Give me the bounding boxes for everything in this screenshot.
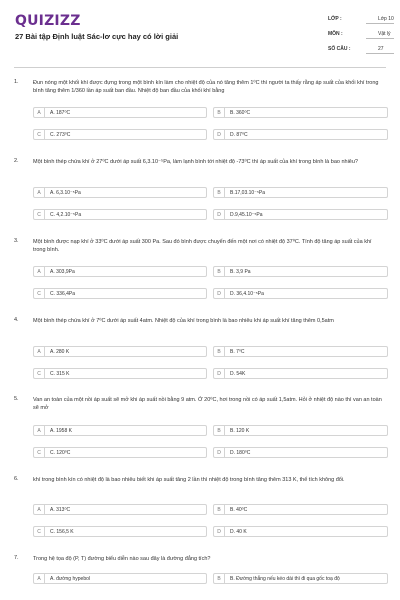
option-letter: B [214, 188, 225, 198]
option-text: B. Đường thẳng nếu kéo dài thì đi qua gốc toạ độ [230, 576, 340, 582]
option-b[interactable] [213, 187, 388, 198]
option-letter: B [214, 267, 225, 277]
question-count-label: SỐ CÂU : [328, 46, 351, 52]
option-a[interactable] [33, 266, 207, 277]
question-number: 5. [14, 396, 19, 402]
option-letter: C [34, 369, 45, 379]
option-text: D. 54K [230, 371, 246, 377]
option-text: A. 313⁰C [50, 507, 71, 513]
option-b[interactable] [213, 504, 388, 515]
option-text: A. đường hypebol [50, 576, 90, 582]
question-text: Một bình thép chứa khí ở 7⁰C dưới áp suất 4atm. Nhiệt độ của khí trong bình là bao nhiêu khi áp suất khí tăng thêm 0,5atm [33, 318, 334, 324]
option-text: D. 36,4.10⁻⁵Pa [230, 291, 264, 297]
option-text: C. 273⁰C [50, 132, 71, 138]
option-text: C. 315 K [50, 371, 70, 377]
option-a[interactable] [33, 573, 207, 584]
option-letter: D [214, 369, 225, 379]
option-text: D. 40 K [230, 529, 247, 535]
subject-label: MÔN : [328, 31, 343, 37]
option-letter: D [214, 448, 225, 458]
option-c[interactable] [33, 288, 207, 299]
question-text: Trong hệ tọa độ (P, T) đường biểu diễn nào sau đây là đường đẳng tích? [33, 556, 211, 562]
option-text: B. 360⁰C [230, 110, 251, 116]
option-text: C. 156,5 K [50, 529, 74, 535]
option-letter: B [214, 574, 225, 584]
option-text: D. 87⁰C [230, 132, 248, 138]
option-b[interactable] [213, 573, 388, 584]
header-divider [14, 67, 386, 68]
option-letter: C [34, 130, 45, 140]
question-number: 7. [14, 555, 19, 561]
option-letter: A [34, 108, 45, 118]
option-d[interactable] [213, 526, 388, 537]
option-letter: B [214, 347, 225, 357]
class-value: Lớp 10 [366, 16, 394, 24]
option-d[interactable] [213, 447, 388, 458]
option-text: B.17,03.10⁻⁵Pa [230, 190, 266, 196]
option-letter: D [214, 130, 225, 140]
option-text: B. 40⁰C [230, 507, 248, 513]
option-b[interactable] [213, 266, 388, 277]
option-d[interactable] [213, 288, 388, 299]
option-letter: B [214, 505, 225, 515]
worksheet-title: 27 Bài tập Định luật Sác-lơ cực hay có lời giải [15, 32, 179, 41]
option-d[interactable] [213, 209, 388, 220]
option-text: A. 280 K [50, 349, 70, 355]
option-letter: A [34, 426, 45, 436]
option-text: A. 187⁰C [50, 110, 71, 116]
option-a[interactable] [33, 425, 207, 436]
option-letter: A [34, 267, 45, 277]
option-letter: D [214, 210, 225, 220]
worksheet-header [14, 12, 394, 62]
question-text: Một bình được nạp khí ở 33⁰C dưới áp suất 300 Pa. Sau đó bình được chuyển đến một nơi có nhiệt độ 37⁰C. Tính độ tăng áp suất của khí trong bình. [33, 239, 372, 254]
option-letter: B [214, 108, 225, 118]
option-letter: C [34, 210, 45, 220]
option-a[interactable] [33, 504, 207, 515]
option-text: A. 303,9Pa [50, 269, 75, 275]
option-letter: C [34, 527, 45, 537]
option-c[interactable] [33, 368, 207, 379]
option-letter: D [214, 527, 225, 537]
option-text: C. 336,4Pa [50, 291, 76, 297]
option-text: A. 1958 K [50, 428, 72, 434]
question-number: 1. [14, 79, 19, 85]
question-number: 2. [14, 158, 19, 164]
class-label: LỚP : [328, 16, 342, 22]
option-text: B. 120 K [230, 428, 250, 434]
option-text: C. 120⁰C [50, 450, 71, 456]
option-letter: A [34, 574, 45, 584]
option-a[interactable] [33, 107, 207, 118]
option-c[interactable] [33, 209, 207, 220]
option-text: D. 180⁰C [230, 450, 251, 456]
option-c[interactable] [33, 526, 207, 537]
subject-value: Vật lý [366, 31, 394, 39]
question-number: 6. [14, 476, 19, 482]
option-b[interactable] [213, 107, 388, 118]
question-text: khí trong bình kín có nhiệt độ là bao nhiêu biết khi áp suất tăng 2 lần thì nhiệt độ trong bình tăng thêm 313 K, thể tích không đổi. [33, 477, 345, 483]
option-d[interactable] [213, 368, 388, 379]
question-text: Đun nóng một khối khí được đựng trong một bình kín làm cho nhiệt độ của nó tăng thêm 1⁰C thì người ta thấy rằng áp suất của khối khí trong bình tăng thêm 1/360 lần áp suất ban đầu. Nhiệt độ ban đầu của khối khí bằng [33, 80, 379, 95]
option-b[interactable] [213, 346, 388, 357]
option-text: A. 6,3.10⁻⁵Pa [50, 190, 81, 196]
option-b[interactable] [213, 425, 388, 436]
option-letter: B [214, 426, 225, 436]
quizizz-logo: QUIZIZZ [15, 13, 81, 29]
option-text: C. 4,2.10⁻⁵Pa [50, 212, 82, 218]
option-d[interactable] [213, 129, 388, 140]
option-letter: C [34, 448, 45, 458]
option-letter: A [34, 505, 45, 515]
option-a[interactable] [33, 187, 207, 198]
option-letter: A [34, 188, 45, 198]
question-number: 3. [14, 238, 19, 244]
option-a[interactable] [33, 346, 207, 357]
question-count-value: 27 [366, 46, 394, 54]
option-text: B. 3,9 Pa [230, 269, 251, 275]
option-text: D.9,45.10⁻⁵Pa [230, 212, 263, 218]
question-text: Một bình thép chứa khí ở 27⁰C dưới áp suất 6,3.10⁻⁵Pa, làm lạnh bình tới nhiệt độ -73⁰C thì áp suất của khí trong bình là bao nhiêu? [33, 159, 358, 165]
option-letter: A [34, 347, 45, 357]
question-text: Van an toàn của một nồi áp suất sẽ mở khi áp suất nồi bằng 9 atm. Ở 20⁰C, hơi trong nồi có áp suất 1,5atm. Hỏi ở nhiệt độ nào thì van an toàn sẽ mở [33, 397, 382, 412]
question-number: 4. [14, 317, 19, 323]
option-c[interactable] [33, 447, 207, 458]
option-text: B. 7⁰C [230, 349, 245, 355]
option-c[interactable] [33, 129, 207, 140]
option-letter: C [34, 289, 45, 299]
option-letter: D [214, 289, 225, 299]
